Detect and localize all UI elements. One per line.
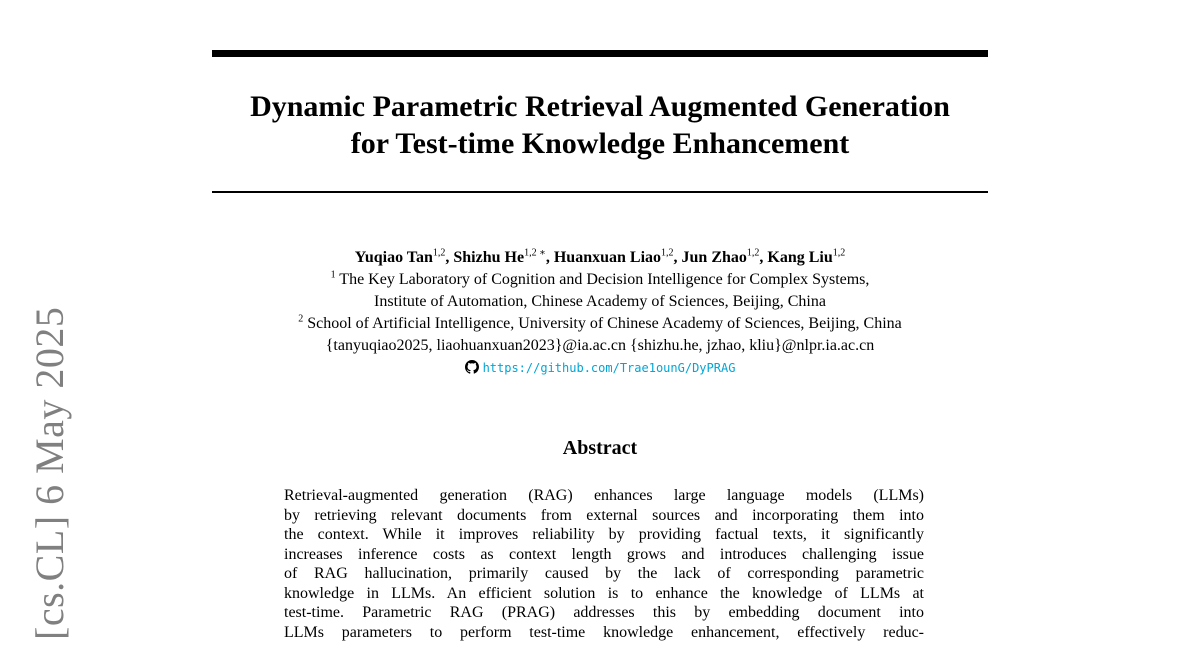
author-name: Jun Zhao <box>681 249 747 266</box>
author-name: Yuqiao Tan <box>354 249 433 266</box>
affiliation-2-line <box>190 313 1010 335</box>
abstract-line: knowledge in LLMs. An efficient solution is to enhance the knowledge of LLMs at <box>284 584 924 602</box>
title-top-rule <box>212 50 988 57</box>
author-emails: {tanyuqiao2025, liaohuanxuan2023}@ia.ac.cn {shizhu.he, jzhao, kliu}@nlpr.ia.ac.cn <box>325 337 875 354</box>
author-affiliation-mark: 1,2 <box>832 247 846 259</box>
arxiv-side-stamp <box>27 306 72 640</box>
author-name: Kang Liu <box>767 249 833 266</box>
abstract-line: increases inference costs as context length grows and introduces challenging issue <box>284 545 924 563</box>
abstract-line: LLMs parameters to perform test-time knowledge enhancement, effectively reduc- <box>284 623 924 641</box>
author-name: Huanxuan Liao <box>553 249 662 266</box>
affiliation-1-line-2: Institute of Automation, Chinese Academy of Sciences, Beijing, China <box>374 293 826 310</box>
abstract-line: the context. While it improves reliability by providing factual texts, it significantly <box>284 526 924 543</box>
author-affiliation-mark: 1,2 ∗ <box>524 247 546 259</box>
abstract-heading: Abstract <box>562 437 638 459</box>
repository-line <box>190 357 1010 379</box>
author-separator: , <box>673 249 682 266</box>
author-block <box>190 247 1010 379</box>
affiliation-text: The Key Laboratory of Cognition and Decision Intelligence for Complex Systems, <box>335 271 870 288</box>
affiliation-text: School of Artificial Intelligence, University of Chinese Academy of Sciences, Beijing, China <box>303 315 902 332</box>
author-name: Shizhu He <box>453 249 525 266</box>
paper-title <box>190 88 1010 162</box>
title-line-1: Dynamic Parametric Retrieval Augmented Generation <box>250 90 950 123</box>
author-affiliation-mark: 1,2 <box>661 247 674 259</box>
abstract-line: Retrieval-augmented generation (RAG) enhances large language models (LLMs) <box>284 487 924 504</box>
title-bottom-rule <box>212 191 988 193</box>
repository-link[interactable]: https://github.com/Trae1ounG/DyPRAG <box>482 361 736 375</box>
author-separator: , <box>545 249 554 266</box>
affiliation-mark: 1 <box>330 269 336 281</box>
affiliation-1-line-1 <box>190 269 1010 291</box>
abstract-line: by retrieving relevant documents from external sources and incorporating them into <box>284 506 924 524</box>
author-list <box>190 247 1010 269</box>
abstract-line: test-time. Parametric RAG (PRAG) addresses this by embedding document into <box>284 604 924 621</box>
author-affiliation-mark: 1,2 <box>746 247 760 259</box>
arxiv-identifier: [cs.CL] 6 May 2025 <box>27 306 72 640</box>
title-line-2: for Test-time Knowledge Enhancement <box>350 127 850 160</box>
affiliation-mark: 2 <box>298 313 304 325</box>
author-separator: , <box>759 249 768 266</box>
abstract-body <box>284 486 924 642</box>
abstract-line: of RAG hallucination, primarily caused by the lack of corresponding parametric <box>284 565 924 582</box>
github-icon <box>465 360 479 374</box>
author-separator: , <box>445 249 454 266</box>
author-affiliation-mark: 1,2 <box>432 247 446 259</box>
